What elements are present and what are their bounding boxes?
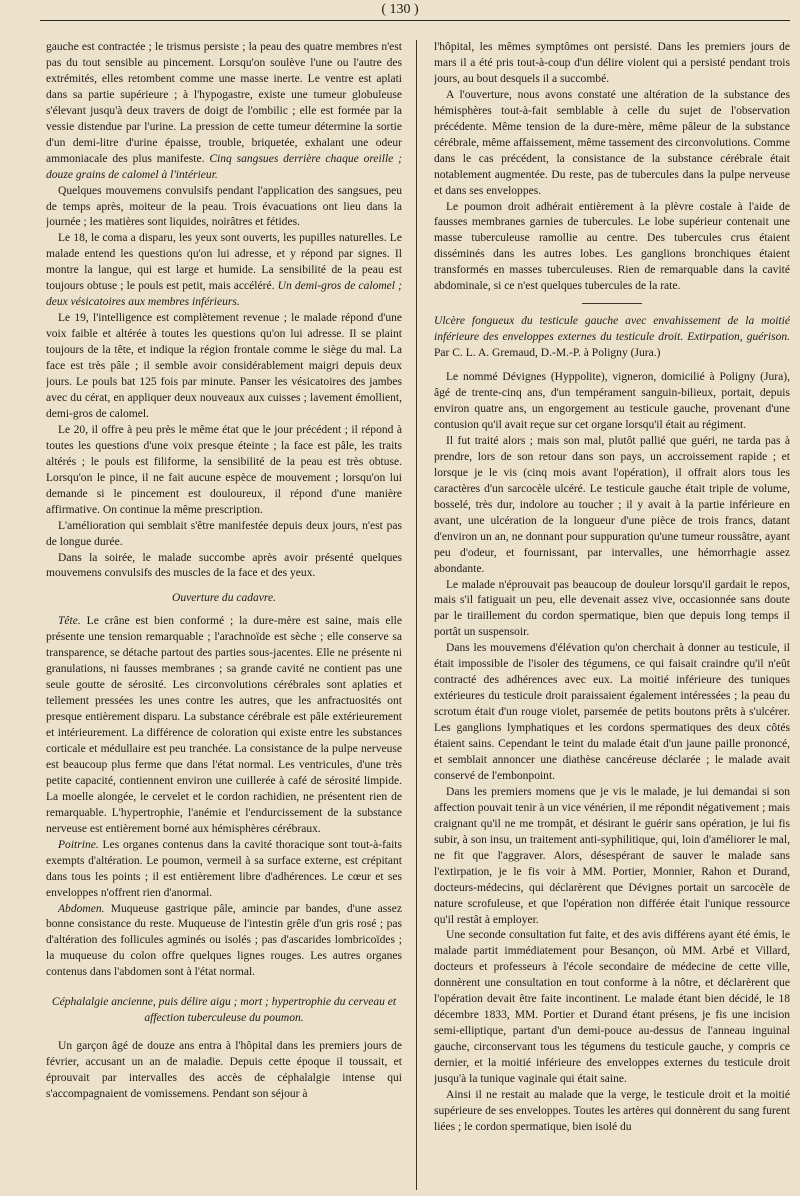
paragraph: [46, 40, 402, 184]
paragraph: Une seconde consultation fut faite, et des avis différens ayant été émis, le malade partit immédiatement pour Besançon, où MM. Arbé et Villard, docteurs et professeurs à l'école secondaire de médecine de cette ville, donnèrent une consultation en tout conforme à la nôtre, et déclarèrent que l'opération devait être faite incontinent. Le malade étant bien décidé, le 18 décembre 1833, MM. Portier et Durand étant présens, je fis une incision semi-elliptique, partant d'un demi-pouce au-dessus de l'anneau inguinal gauche, circonservant tous les tégumens du testicule gauche, y compris ce dernier, et la moitié inférieure des enveloppes externes du testicule droit jusqu'à la tunique vaginale qui était saine.: [434, 929, 790, 1086]
subsection-label: Tête.: [58, 615, 81, 628]
paragraph-text: Muqueuse gastrique pâle, amincie par bandes, d'une assez bonne consistance du reste. Muqueuse de l'intestin grêle d'un gris rosé ; pas d'altération des follicules agminés ou isolés ; pas d'ascarides lombricoïdes ; la muqueuse du colon offre quelques lignes rouges. Les autres organes contenus dans l'abdomen sont à l'état normal.: [46, 902, 402, 979]
section-heading: Ouverture du cadavre.: [172, 592, 276, 605]
paragraph: Le nommé Dévignes (Hyppolite), vigneron, domicilié à Poligny (Jura), âgé de trente-cinq ans, d'un tempérament sanguin-bilieux, portait, depuis environ quatre ans, un engorgement au testicule gauche, provenant d'une contusion qu'il avait reçue sur cet organe lorsqu'il était au régiment.: [434, 371, 790, 431]
paragraph: Le poumon droit adhérait entièrement à la plèvre costale à l'aide de fausses membranes garnies de tubercules. Le lobe supérieur contenait une masse tuberculeuse ramollie au centre. Des tubercules crus étaient disséminés dans les autres lobes. Les ganglions bronchiques étaient transformés en masses tuberculeuses. Rien de remarquable dans la cavité abdominale, si ce n'est quelques tubercules de la rate.: [434, 200, 790, 293]
column-divider: [416, 40, 417, 1190]
paragraph: Dans les premiers momens que je vis le malade, je lui demandai si son affection pouvait tenir à un vice vénérien, il me répondit négativement ; mais craignant qu'il ne me trompât, et désirant le guérir sans opération, je lui fis subir, à son insu, un traitement anti-syphilitique, qui, loin d'améliorer le mal, ne fit que l'aggraver. Alors, désespérant de sauver le malade sans l'extirpation, je le fis voir à MM. Portier, Monnier, Rahon et Durand, docteurs-médecins, qui déclarèrent que Dévignes portait un sarcocèle de nature scrofuleuse, et que l'opération non différée était l'unique ressource qu'il restât à employer.: [434, 785, 790, 926]
prescription-text: Un demi-gros de calomel ; deux vésicatoires aux membres inférieurs.: [46, 280, 402, 309]
paragraph: Le 20, il offre à peu près le même état que le jour précédent ; il répond à toutes les questions d'une voix presque éteinte ; la face est pâle, les traits altérés ; le pouls est filiforme, la sensibilité de la peau est très obtuse. Lorsqu'on le pince, il ne fait aucune espèce de mouvement ; lorsqu'on lui demande si le pincement est douloureux, il répond d'une manière affirmative. On continue la même prescription.: [46, 423, 402, 516]
paragraph-text: Le crâne est bien conformé ; la dure-mère est saine, mais elle présente une tension remarquable ; l'arachnoïde est sèche ; elle conserve sa transparence, se détache partout des parties sous-jacentes. Elle ne présente ni granulations, ni fausses membranes ; sa grande cavité ne contient pas une seule goutte de sérosité. Les circonvolutions cérébrales sont aplaties et tellement pressées les unes contre les autres, que les anfractuosités ont presque entièrement disparu. La substance cérébrale est pâle extérieurement et intérieurement. La différence de coloration qui existe entre les substances corticale et médullaire est peu tranchée. La consistance de la pulpe nerveuse est beaucoup plus ferme que dans l'état normal. Les ventricules, d'une très petite capacité, contiennent environ une cuillerée à café de sérosité limpide. La moelle alongée, le cervelet et le cordon rachidien, ne présentent rien de remarquable. L'hypertrophie, l'anémie et l'endurcissement de la substance nerveuse est entièrement borné aux hémisphères cérébraux.: [46, 615, 402, 835]
paragraph: L'amélioration qui semblait s'être manifestée depuis deux jours, n'est pas de longue durée.: [46, 519, 402, 548]
paragraph-text: Les organes contenus dans la cavité thoracique sont tout-à-faits exempts d'altération. Le poumon, vermeil à sa surface externe, est crépitant dans tous les points ; il est entièrement libre d'adhérences. Le cœur et ses enveloppes n'offrent rien d'anormal.: [46, 838, 402, 899]
paragraph: Le malade n'éprouvait pas beaucoup de douleur lorsqu'il gardait le repos, mais s'il fatiguait un peu, elle devenait assez vive, occasionnée sans doute par le tiraillement du cordon spermatique, bien que depuis long temps il portât un suspensoir.: [434, 578, 790, 639]
case-title: Céphalalgie ancienne, puis délire aigu ; mort ; hypertrophie du cerveau et affection tuberculeuse du poumon.: [51, 996, 397, 1025]
paragraph: [46, 838, 402, 902]
page-number: ( 130 ): [381, 2, 419, 17]
article-author: Par C. L. A. Gremaud, D.-M.-P. à Poligny (Jura.): [434, 347, 661, 360]
paragraph: Le 19, l'intelligence est complètement revenue ; le malade répond d'une voix faible et altérée à toutes les questions qu'on lui adresse. Il se plaint toujours de la tête, et indique la région frontale comme le siège du mal. La face est très pâle ; il semble avoir considérablement maigri depuis deux jours. Le pouls bat 125 fois par minute. Panser les vésicatoires des jambes avec du cérat, en appliquer deux nouveaux aux cuisses ; lavement émollient, demi-gros de calomel.: [46, 312, 402, 420]
paragraph: A l'ouverture, nous avons constaté une altération de la substance des hémisphères tout-à-fait semblable à celle du sujet de l'observation précédente. Même tension de la dure-mère, même pâleur de la substance cérébrale, même affaissement, même tassement des circonvolutions. Comme dans le cas précédent, la consistance de la substance cérébrale était notablement augmentée. Du reste, pas de tubercules dans la pulpe nerveuse et dans ses enveloppes.: [434, 88, 790, 197]
header-rule: [40, 20, 790, 21]
paragraph: Dans les mouvemens d'élévation qu'on cherchait à donner au testicule, il était impossible de l'isoler des tégumens, ce qui faisait craindre qu'il n'eût contracté des adhérences avec eux. La moitié inférieure des tuniques extérieures du testicule droit paraissaient également intéressées ; la peau du scrotum était d'un rouge violet, parsemée de petits boutons prêts à s'ulcérer. Les ganglions lymphatiques et les cordons spermatiques des deux côtés étaient sains. Cependant le teint du malade était d'un jaune paille prononcé, et semblait annoncer une diathèse cancéreuse déclarée ; le malade avait conservé de l'embonpoint.: [434, 642, 790, 782]
spacer: [46, 981, 402, 989]
article-title: Ulcère fongueux du testicule gauche avec envahissement de la moitié inférieure des enveloppes externes du testicule droit. Extirpation, guérison.: [434, 315, 790, 344]
paragraph: Un garçon âgé de douze ans entra à l'hôpital dans les premiers jours de février, accusant un an de maladie. Depuis cette époque il toussait, et éprouvait par intervalles des accès de céphalalgie intense qui s'accompagnaient de vomissemens. Pendant son séjour à: [46, 1040, 402, 1101]
paragraph: Ainsi il ne restait au malade que la verge, le testicule droit et la moitié supérieure de ses enveloppes. Toutes les artères qui donnèrent du sang furent liées ; le cordon spermatique, bien isolé du: [434, 1089, 790, 1133]
paragraph: [46, 231, 402, 311]
article-heading: [434, 314, 790, 362]
paragraph-text: Le 18, le coma a disparu, les yeux sont ouverts, les pupilles naturelles. Le malade entend les questions qu'on lui adresse, et y répond par signes. Il montre la langue, qui est large et humide. La sensibilité de la peau est toujours obtuse ; le pouls est petit, mais accéléré.: [46, 232, 402, 293]
paragraph: [46, 614, 402, 837]
paragraph: Il fut traité alors ; mais son mal, plutôt pallié que guéri, ne tarda pas à prendre, lors de son retour dans son pays, un accroissement rapide ; et lorsque je le vis (cinq mois avant l'opération), il offrait alors tous les caractères d'un sarcocèle ulcéré. Le testicule gauche était triple de volume, bosselé, très dur, indolore au toucher ; il y avait à la partie inférieure en avant, une ulcération de la longueur d'une pièce de trois francs, datant d'environ un an, ne donnant pour suppuration qu'une tumeur roussâtre, ayant peu d'odeur, et fournissant, par intervalles, une hémorrhagie assez abondante.: [434, 434, 790, 575]
paragraph-text: gauche est contractée ; le trismus persiste ; la peau des quatre membres n'est pas du tout sensible au pincement. Lorsqu'on soulève l'une ou l'autre des extrémités, elles retombent comme une masse inerte. Le ventre est aplati dans sa partie supérieure ; à l'hypogastre, existe une tumeur globuleuse s'élevant jusqu'à deux travers de doigt de l'ombilic ; elle est formée par la vessie distendue par l'urine. La pression de cette tumeur détermine la sortie d'un demi-litre d'urine épaisse, trouble, briquetée, exhalant une odeur ammoniacale des plus manifeste.: [46, 41, 402, 165]
paragraph: Dans la soirée, le malade succombe après avoir présenté quelques mouvemens convulsifs des muscles de la face et des yeux.: [46, 551, 402, 580]
right-column: [434, 40, 790, 1190]
paragraph: Quelques mouvemens convulsifs pendant l'application des sangsues, peu de temps après, moiteur de la peau. Trois évacuations ont lieu dans la journée ; les matières sont liquides, noirâtres et fétides.: [46, 184, 402, 229]
subsection-label: Poitrine.: [58, 838, 99, 851]
spacer: [434, 362, 790, 370]
paragraph: l'hôpital, les mêmes symptômes ont persisté. Dans les premiers jours de mars il a été pris tout-à-coup d'un délire violent qui a persisté pendant trois jours, au bout desquels il a succombé.: [434, 41, 790, 85]
subsection-label: Abdomen.: [58, 902, 105, 915]
left-column: [46, 40, 402, 1190]
section-rule: [582, 303, 642, 304]
prescription-text: Cinq sangsues derrière chaque oreille ; douze grains de calomel à l'intérieur.: [46, 152, 402, 181]
paragraph: [46, 902, 402, 982]
